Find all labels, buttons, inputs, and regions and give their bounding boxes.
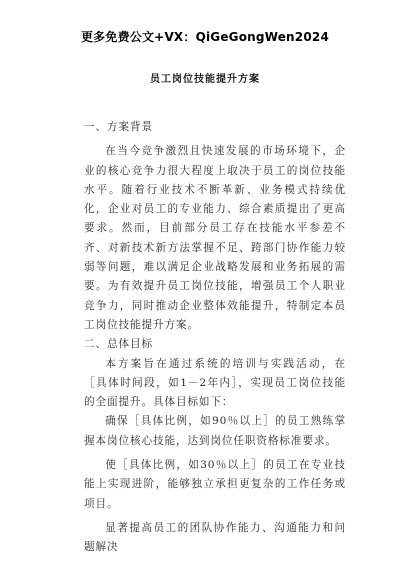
document-body <box>84 118 346 558</box>
paragraph-goal-3: 显著提高员工的团队协作能力、沟通能力和问题解决 <box>84 521 346 554</box>
paragraph-background: 在当今竞争激烈且快速发展的市场环境下，企业的核心竞争力很大程度上取决于员工的岗位技能水平。随着行业技术不断革新、业务模式持续优化，企业对员工的专业能力、综合素质提出了更高要求。然而，目前部分员工存在技能水平参差不齐、对新技术新方法掌握不足、跨部门协作能力较弱等问题，难以满足企业战略发展和业务拓展的需要。为有效提升员工岗位技能，增强员工个人职业竞争力，同时推动企业整体效能提升，特制定本员工岗位技能提升方案。 <box>84 145 346 331</box>
paragraph-goal-2: 使［具体比例，如30％以上］的员工在专业技能上实现进阶，能够独立承担更复杂的工作任务或项目。 <box>84 459 346 510</box>
paragraph-goal-1: 确保［具体比例，如90％以上］的员工熟练掌握本岗位核心技能，达到岗位任职资格标准要求。 <box>84 415 346 447</box>
section-heading-background: 一、方案背景 <box>84 121 153 133</box>
section-heading-goals: 二、总体目标 <box>84 338 153 351</box>
paragraph-goals-intro: 本方案旨在通过系统的培训与实践活动，在［具体时间段，如1－2年内］，实现员工岗位技能的全面提升。具体目标如下： <box>84 357 346 409</box>
watermark-header: 更多免费公文+VX：QiGeGongWen2024 <box>80 30 329 44</box>
document-title: 员工岗位技能提升方案 <box>150 74 260 85</box>
